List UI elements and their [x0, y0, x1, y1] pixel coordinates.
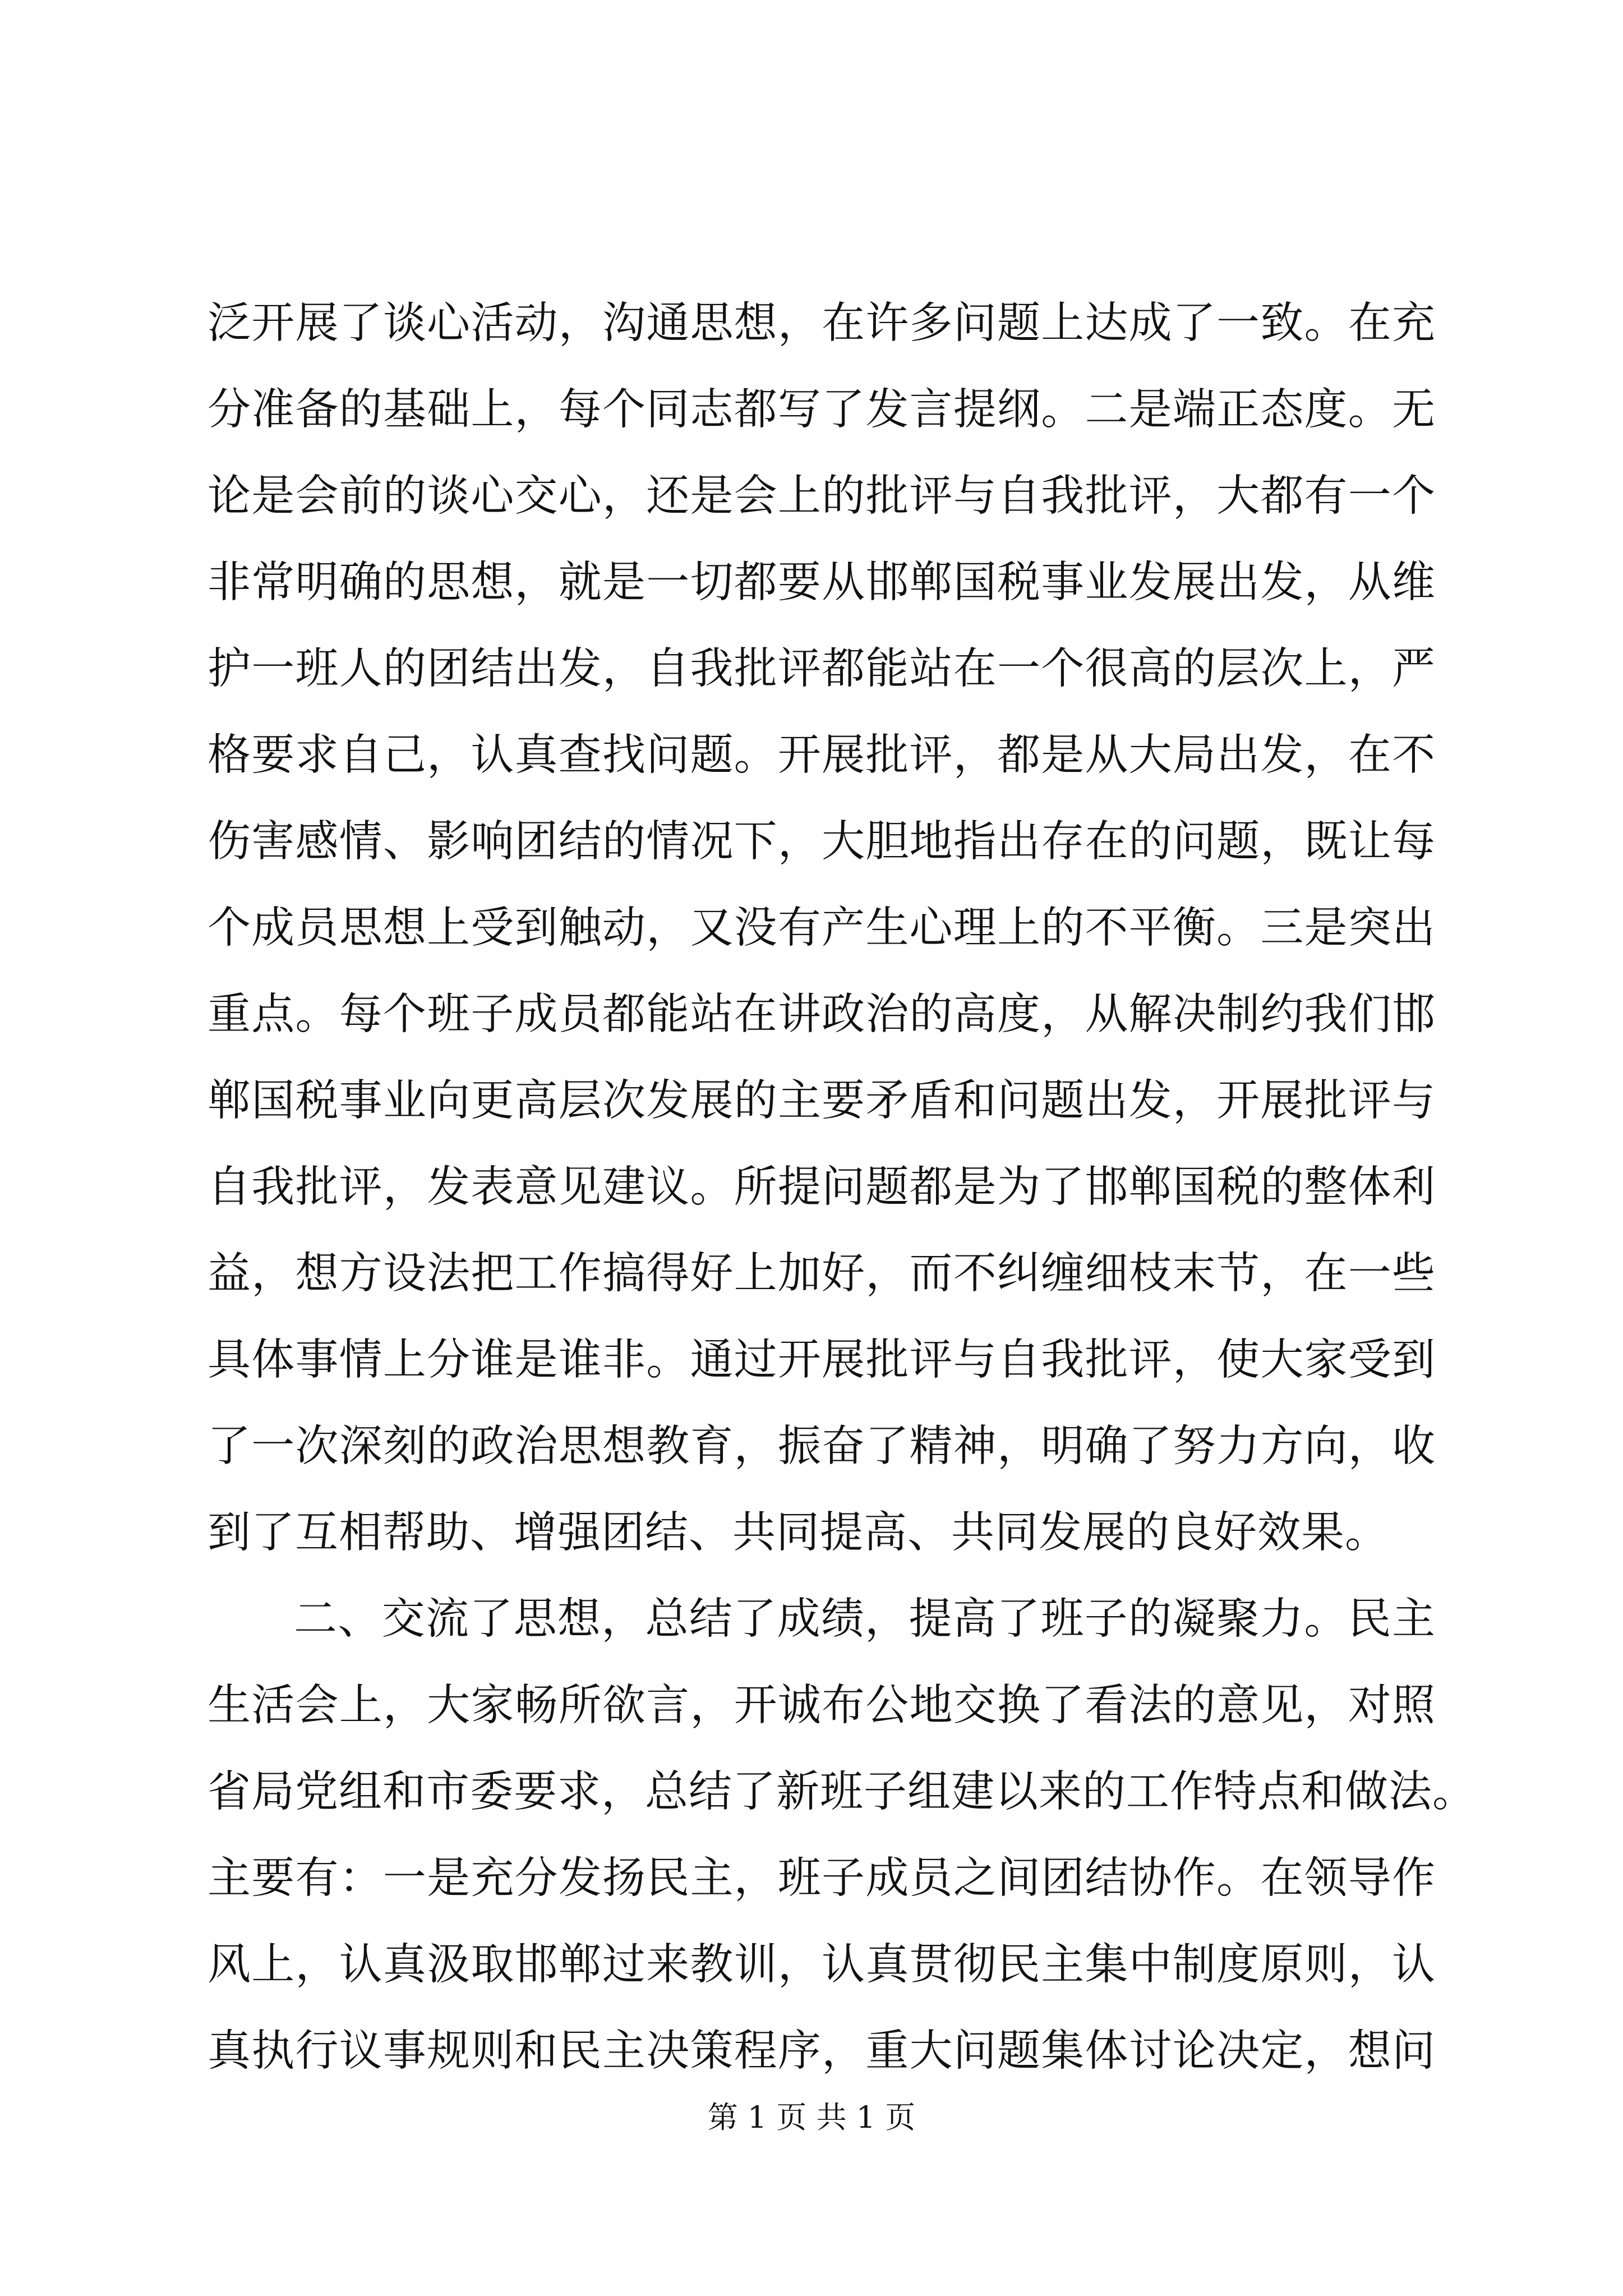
text-line: 伤害感情、影响团结的情况下，大胆地指出存在的问题，既让每 — [208, 817, 1436, 867]
text-line: 郸国税事业向更高层次发展的主要矛盾和问题出发，开展批评与 — [208, 1076, 1436, 1126]
text-line: 了一次深刻的政治思想教育，振奋了精神，明确了努力方向，收 — [208, 1421, 1436, 1471]
text-line: 格要求自己，认真查找问题。开展批评，都是从大局出发，在不 — [208, 730, 1436, 780]
text-line: 重点。每个班子成员都能站在讲政治的高度，从解决制约我们邯 — [208, 990, 1436, 1039]
text-line: 风上，认真汲取邯郸过来教训，认真贯彻民主集中制度原则，认 — [208, 1940, 1436, 1990]
text-line: 真执行议事规则和民主决策程序，重大问题集体讨论决定，想问 — [208, 2026, 1436, 2076]
text-line: 具体事情上分谁是谁非。通过开展批评与自我批评，使大家受到 — [208, 1335, 1436, 1385]
body-text — [208, 280, 1476, 2095]
text-line: 生活会上，大家畅所欲言，开诚布公地交换了看法的意见，对照 — [208, 1681, 1436, 1731]
text-line: 泛开展了谈心活动，沟通思想，在许多问题上达成了一致。在充 — [208, 298, 1436, 348]
text-line: 分准备的基础上，每个同志都写了发言提纲。二是端正态度。无 — [208, 385, 1436, 435]
paragraph-heading-line: 二、交流了思想，总结了成绩，提高了班子的凝聚力。民主 — [294, 1594, 1436, 1644]
text-line: 非常明确的思想，就是一切都要从邯郸国税事业发展出发，从维 — [208, 558, 1436, 608]
text-line: 到了互相帮助、增强团结、共同提高、共同发展的良好效果。 — [208, 1508, 1389, 1558]
page-number-footer: 第 1 页 共 1 页 — [707, 2100, 916, 2135]
text-line: 益，想方设法把工作搞得好上加好，而不纠缠细枝末节，在一些 — [208, 1249, 1436, 1299]
text-line: 个成员思想上受到触动，又没有产生心理上的不平衡。三是突出 — [208, 903, 1436, 953]
text-line: 主要有：一是充分发扬民主，班子成员之间团结协作。在领导作 — [208, 1853, 1436, 1903]
text-line: 自我批评，发表意见建议。所提问题都是为了邯郸国税的整体利 — [208, 1162, 1436, 1212]
text-line: 省局党组和市委要求，总结了新班子组建以来的工作特点和做法。 — [208, 1767, 1476, 1817]
text-line: 论是会前的谈心交心，还是会上的批评与自我批评，大都有一个 — [208, 471, 1436, 521]
text-line: 护一班人的团结出发，自我批评都能站在一个很高的层次上，严 — [208, 644, 1436, 694]
